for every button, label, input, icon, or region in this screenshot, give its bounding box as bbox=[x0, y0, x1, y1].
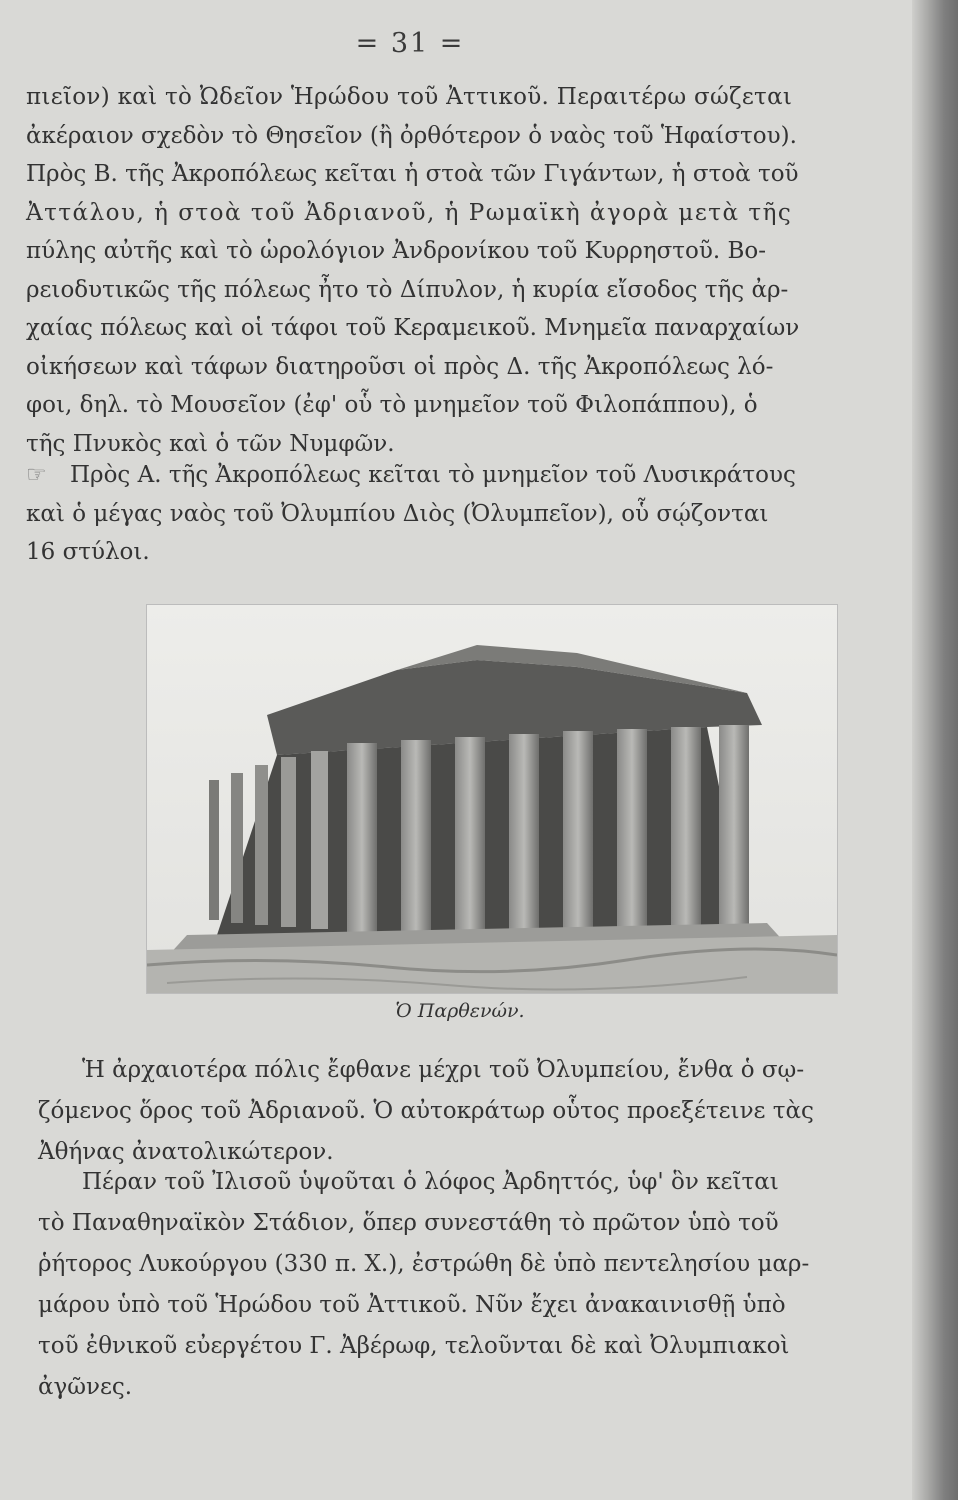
parthenon-illustration bbox=[147, 605, 837, 993]
margin-mark: ☞ bbox=[26, 462, 47, 488]
text-line: Ἀθήνας ἀνατολικώτερον. bbox=[38, 1139, 334, 1165]
paragraph-stadium bbox=[38, 1162, 809, 1408]
text-line: χαίας πόλεως καὶ οἱ τάφοι τοῦ Κεραμεικοῦ. Μνημεῖα παναρχαίων bbox=[26, 315, 800, 341]
text-line: ῥήτορος Λυκούργου (330 π. Χ.), ἐστρώθη δὲ ὑπὸ πεντελησίου μαρ- bbox=[38, 1251, 810, 1277]
figure-caption: Ὁ Παρθενών. bbox=[395, 1000, 525, 1022]
text-line: τοῦ ἐθνικοῦ εὐεργέτου Γ. Ἀβέρωφ, τελοῦνται δὲ καὶ Ὀλυμπιακοὶ bbox=[38, 1333, 790, 1359]
text-line: οἰκήσεων καὶ τάφων διατηροῦσι οἱ πρὸς Δ. τῆς Ἀκροπόλεως λό- bbox=[26, 353, 774, 380]
paragraph-monuments bbox=[26, 78, 799, 463]
text-line: 16 στύλοι. bbox=[26, 539, 150, 565]
page-edge-shadow bbox=[912, 0, 958, 1500]
text-line bbox=[38, 1050, 814, 1091]
text-line bbox=[38, 1162, 809, 1203]
text-line: ζόμενος ὅρος τοῦ Ἀδριανοῦ. Ὁ αὐτοκράτωρ οὗτος προεξέτεινε τὰς bbox=[38, 1098, 814, 1124]
text-line: ἀγῶνες. bbox=[38, 1374, 133, 1400]
text-line: ἀκέραιον σχεδὸν τὸ Θησεῖον (ἢ ὀρθότερον ὁ ναὸς τοῦ Ἡφαίστου). bbox=[26, 122, 797, 149]
text-line-content: Πέραν τοῦ Ἰλισοῦ ὑψοῦται ὁ λόφος Ἀρδηττός, ὑφ' ὃν κεῖται bbox=[82, 1169, 779, 1195]
paragraph-ancient-city bbox=[38, 1050, 814, 1173]
text-line: τὸ Παναθηναϊκὸν Στάδιον, ὅπερ συνεστάθη τὸ πρῶτον ὑπὸ τοῦ bbox=[38, 1210, 779, 1236]
text-line: καὶ ὁ μέγας ναὸς τοῦ Ὀλυμπίου Διὸς (Ὀλυμπεῖον), οὗ σῴζονται bbox=[26, 500, 769, 527]
text-line: μάρου ὑπὸ τοῦ Ἡρώδου τοῦ Ἀττικοῦ. Νῦν ἔχει ἀνακαινισθῇ ὑπὸ bbox=[38, 1292, 786, 1318]
text-line: Πρὸς Β. τῆς Ἀκροπόλεως κεῖται ἡ στοὰ τῶν Γιγάντων, ἡ στοὰ τοῦ bbox=[26, 161, 799, 187]
text-line: Ἀττάλου, ἡ στοὰ τοῦ Ἀδριανοῦ, ἡ Ρωμαϊκὴ ἀγορὰ μετὰ τῆς bbox=[26, 199, 793, 226]
text-line-content: Ἡ ἀρχαιοτέρα πόλις ἔφθανε μέχρι τοῦ Ὀλυμπείου, ἔνθα ὁ σῳ- bbox=[82, 1057, 805, 1083]
page-number: = 31 = bbox=[355, 28, 465, 59]
text-line: ρειοδυτικῶς τῆς πόλεως ἦτο τὸ Δίπυλον, ἡ κυρία εἴσοδος τῆς ἀρ- bbox=[26, 276, 789, 303]
paragraph-east bbox=[26, 456, 796, 572]
parthenon-photo bbox=[146, 604, 838, 994]
text-line: πύλης αὐτῆς καὶ τὸ ὡρολόγιον Ἀνδρονίκου τοῦ Κυρρηστοῦ. Βο- bbox=[26, 238, 766, 264]
text-line: φοι, δηλ. τὸ Μουσεῖον (ἐφ' οὗ τὸ μνημεῖον τοῦ Φιλοπάππου), ὁ bbox=[26, 392, 758, 418]
text-line-content: Πρὸς Α. τῆς Ἀκροπόλεως κεῖται τὸ μνημεῖον τοῦ Λυσικράτους bbox=[70, 462, 796, 488]
text-line: τῆς Πνυκὸς καὶ ὁ τῶν Νυμφῶν. bbox=[26, 430, 395, 457]
text-line: πιεῖον) καὶ τὸ Ὠδεῖον Ἡρώδου τοῦ Ἀττικοῦ. Περαιτέρω σώζεται bbox=[26, 84, 793, 110]
text-line bbox=[26, 456, 796, 495]
